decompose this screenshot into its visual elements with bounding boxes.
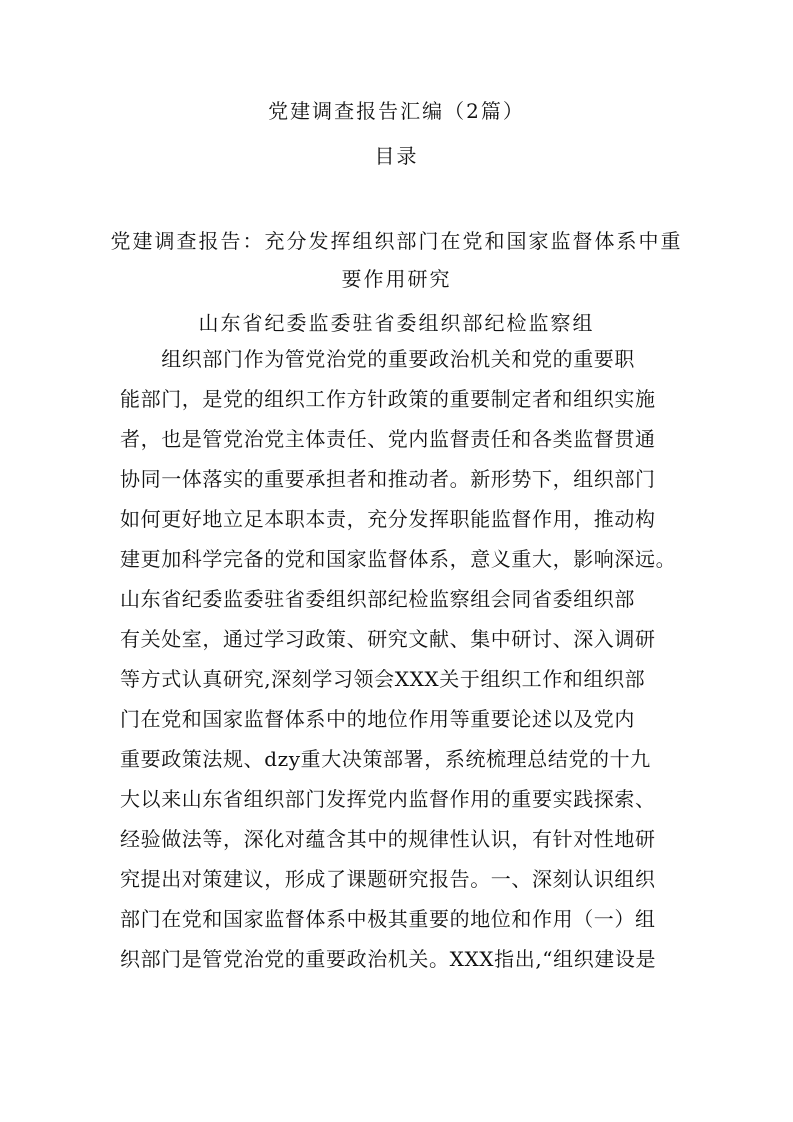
table-of-contents-heading: 目录 <box>374 144 419 168</box>
body-line: 如何更好地立足本职本责，充分发挥职能监督作用，推动构 <box>120 507 656 531</box>
body-line: 经验做法等，深化对蕴含其中的规律性认识，有针对性地研 <box>120 827 656 851</box>
body-line: 部门在党和国家监督体系中极其重要的地位和作用（一）组 <box>120 907 656 931</box>
body-line: 大以来山东省组织部门发挥党内监督作用的重要实践探索、 <box>120 787 656 811</box>
body-line: 协同一体落实的重要承担者和推动者。新形势下，组织部门 <box>120 467 656 491</box>
author-line: 山东省纪委监委驻省委组织部纪检监察组 <box>198 311 595 335</box>
article-title-line-1: 党建调查报告：充分发挥组织部门在党和国家监督体系中重 <box>110 229 683 253</box>
body-line: 门在党和国家监督体系中的地位作用等重要论述以及党内 <box>120 707 635 731</box>
body-line: 建更加科学完备的党和国家监督体系，意义重大，影响深远。 <box>120 547 677 571</box>
body-line: 山东省纪委监委驻省委组织部纪检监察组会同省委组织部 <box>120 587 635 611</box>
body-line: 重要政策法规、dzy重大决策部署，系统梳理总结党的十九 <box>120 747 651 771</box>
article-title-line-2: 要作用研究 <box>341 267 452 291</box>
body-line: 究提出对策建议，形成了课题研究报告。一、深刻认识组织 <box>120 867 656 891</box>
body-line: 能部门，是党的组织工作方针政策的重要制定者和组织实施 <box>120 387 656 411</box>
body-line: 者，也是管党治党主体责任、党内监督责任和各类监督贯通 <box>120 427 656 451</box>
body-line: 组织部门作为管党治党的重要政治机关和党的重要职 <box>120 347 635 371</box>
document-title: 党建调查报告汇编（2篇） <box>268 99 525 123</box>
body-line: 有关处室，通过学习政策、研究文献、集中研讨、深入调研 <box>120 627 656 651</box>
body-line: 等方式认真研究,深刻学习领会XXX关于组织工作和组织部 <box>120 667 646 691</box>
body-line: 织部门是管党治党的重要政治机关。XXX指出,“组织建设是 <box>120 947 657 971</box>
